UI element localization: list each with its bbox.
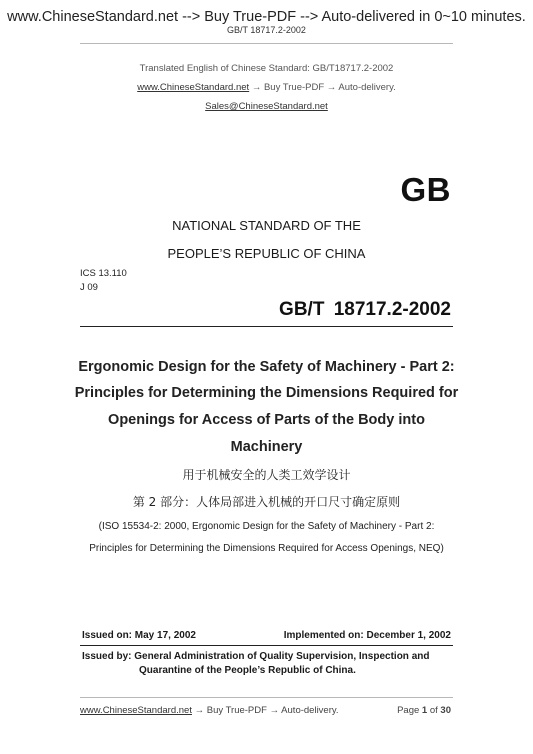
header-site-tail: → Buy True-PDF → Auto-delivery. <box>249 82 396 93</box>
title-line-4: Machinery <box>230 439 303 455</box>
footer-divider <box>80 697 453 698</box>
email-line <box>0 101 533 112</box>
chinese-subtitle: 第 2 部分：人体局部进入机械的开口尺寸确定原则 <box>132 495 401 509</box>
title-divider <box>80 326 453 327</box>
issued-date: Issued on: May 17, 2002 <box>82 630 196 641</box>
issuer-line1: Issued by: General Administration of Quality Supervision, Inspection and <box>82 651 430 662</box>
iso-reference-line1: (ISO 15534-2: 2000, Ergonomic Design for the Safety of Machinery - Part 2: <box>98 521 435 532</box>
footer-site-link[interactable]: www.ChineseStandard.net <box>80 705 192 716</box>
page-number: 1 <box>421 705 428 716</box>
of-label: of <box>429 705 438 716</box>
implemented-date: Implemented on: December 1, 2002 <box>283 630 451 641</box>
issuer-line2: Quarantine of the People’s Republic of China. <box>139 665 356 676</box>
chinese-title: 用于机械安全的人类工效学设计 <box>182 468 351 482</box>
page-indicator <box>397 705 451 716</box>
national-standard-line1: NATIONAL STANDARD OF THE <box>172 218 361 233</box>
ics-code: ICS 13.110 <box>80 268 127 279</box>
footer-site-tail: → Buy True-PDF → Auto-delivery. <box>191 705 339 716</box>
header-site-link[interactable]: www.ChineseStandard.net <box>137 82 250 93</box>
header-site-line <box>0 82 533 93</box>
translated-note: Translated English of Chinese Standard: GB/T18717.2-2002 <box>139 63 394 74</box>
ccs-code: J 09 <box>80 282 98 293</box>
national-standard-line2: PEOPLE’S REPUBLIC OF CHINA <box>167 246 366 261</box>
title-line-2: Principles for Determining the Dimensions Required for <box>74 385 459 401</box>
title-line-1: Ergonomic Design for the Safety of Machinery - Part 2: <box>78 359 455 375</box>
page-label: Page <box>397 705 420 716</box>
dates-divider <box>80 645 453 646</box>
footer-site-line <box>80 705 339 716</box>
gb-logo: GB <box>400 171 451 208</box>
iso-reference-line2: Principles for Determining the Dimensions Required for Access Openings, NEQ) <box>89 543 444 554</box>
total-pages: 30 <box>440 705 451 716</box>
standard-number: GB/T 18717.2-2002 <box>279 299 451 320</box>
top-banner[interactable]: www.ChineseStandard.net --> Buy True-PDF --> Auto-delivered in 0~10 minutes. <box>7 9 526 25</box>
header-divider <box>80 43 453 44</box>
header-standard-code: GB/T 18717.2-2002 <box>227 25 306 35</box>
title-line-3: Openings for Access of Parts of the Body into <box>108 412 425 428</box>
sales-email-link[interactable]: Sales@ChineseStandard.net <box>205 101 328 112</box>
